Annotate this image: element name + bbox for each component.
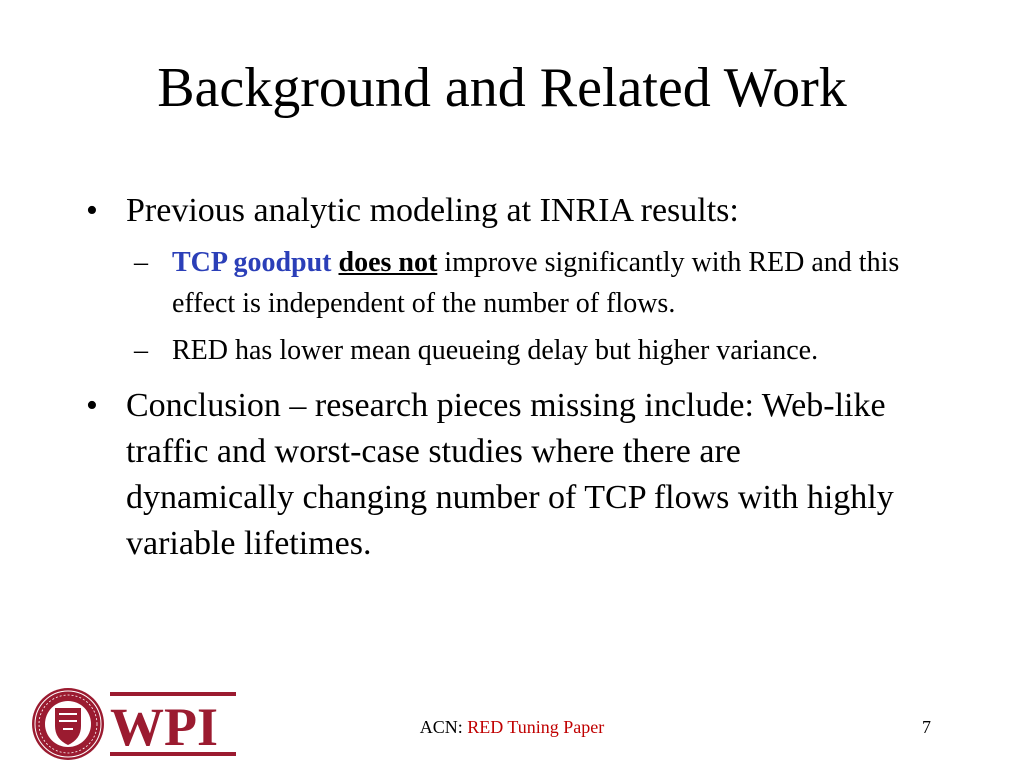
dash-icon: – <box>134 335 148 366</box>
bullet-text: Previous analytic modeling at INRIA results: <box>126 192 739 229</box>
page-number: 7 <box>922 717 931 737</box>
bullet-icon: • <box>86 387 98 424</box>
bullet-item <box>86 188 906 234</box>
highlight-term: TCP goodput <box>172 247 332 278</box>
dash-icon: – <box>134 247 148 278</box>
sub-bullet-text: improve significantly with RED and this effect is independent of the number of flows. <box>172 247 900 319</box>
slide-footer <box>0 716 1024 738</box>
emphasis-text: does not <box>338 247 438 278</box>
slide-content <box>86 188 906 567</box>
bullet-item <box>86 383 906 567</box>
sub-bullet-list <box>86 242 906 371</box>
footer-prefix: ACN: <box>419 717 463 737</box>
wpi-wordmark: WPI <box>110 697 218 757</box>
sub-bullet-item <box>86 242 906 324</box>
bullet-icon: • <box>86 192 98 229</box>
sub-bullet-text: RED has lower mean queueing delay but higher variance. <box>172 335 819 366</box>
slide-title: Background and Related Work <box>157 57 847 119</box>
bullet-text: Conclusion – research pieces missing include: Web-like traffic and worst-case studies where there are dynamically changing number of TCP flows with highly variable lifetimes. <box>126 387 894 562</box>
sub-bullet-item <box>86 330 906 371</box>
footer-title: RED Tuning Paper <box>467 717 605 737</box>
